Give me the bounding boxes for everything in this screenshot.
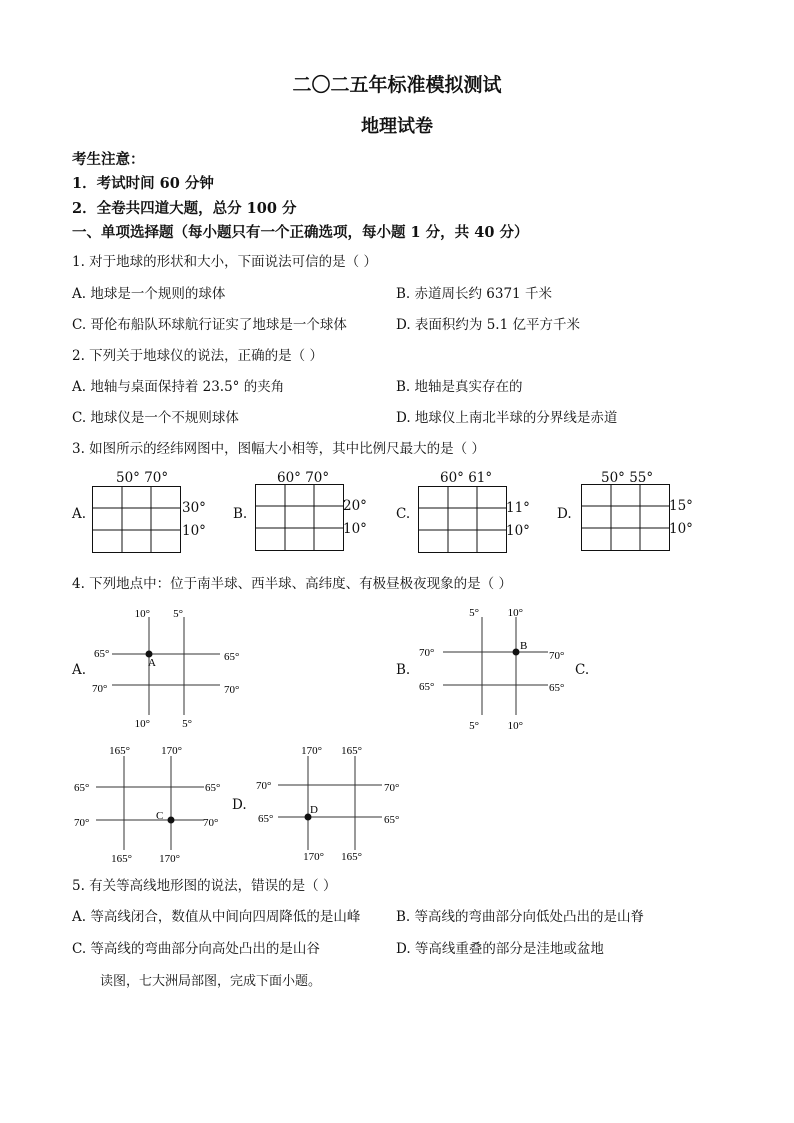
question-2-stem: 2. 下列关于地球仪的说法，正确的是（ ）	[72, 348, 323, 364]
q3-grid-right-top: 30°	[182, 500, 206, 516]
map-a-bottom-1: 10°	[134, 718, 150, 730]
question-5-stem: 5. 有关等高线地形图的说法，错误的是（ ）	[72, 878, 337, 894]
q3-grid-top-label: 60° 61°	[440, 470, 493, 486]
map-b-top-1: 5°	[469, 607, 479, 619]
q3-grid-right-top: 11°	[506, 500, 530, 516]
map-d-right-1: 70°	[384, 782, 400, 794]
map-a-top-2: 5°	[173, 608, 183, 620]
map-b-bottom-2: 10°	[507, 720, 523, 732]
q3-grid-lines	[92, 486, 182, 554]
map-d-left-1: 70°	[256, 780, 272, 792]
map-b-top-2: 10°	[507, 607, 523, 619]
map-c-left-1: 65°	[74, 782, 90, 794]
map-c-right-1: 65°	[205, 782, 221, 794]
map-c-right-2: 70°	[203, 817, 219, 829]
q3-grid-top-label: 50° 55°	[601, 470, 654, 486]
q2-option-c[interactable]: C. 地球仪是一个不规则球体	[72, 410, 239, 426]
q3-grid-right-bottom: 10°	[506, 523, 530, 539]
map-c-bottom-2: 170°	[159, 853, 180, 865]
q1-option-a[interactable]: A. 地球是一个规则的球体	[72, 286, 226, 302]
map-b-right-2: 65°	[549, 682, 565, 694]
q3-grid-a[interactable]	[72, 470, 212, 554]
map-a-right-2: 70°	[224, 684, 240, 696]
q4-map-b[interactable]	[413, 603, 578, 733]
q5-option-b[interactable]: B. 等高线的弯曲部分向低处凸出的是山脊	[396, 909, 645, 925]
map-b-left-1: 70°	[419, 647, 435, 659]
notice-heading: 考生注意：	[72, 151, 145, 168]
map-b-left-2: 65°	[419, 681, 435, 693]
map-a-point-label: A	[148, 657, 156, 669]
notice-item-1: 1．考试时间 60 分钟	[72, 175, 214, 192]
map-d-bottom-2: 165°	[341, 851, 362, 863]
map-c-top-2: 170°	[161, 745, 182, 757]
q3-grid-label: D.	[557, 506, 572, 522]
q4-map-c[interactable]	[72, 740, 232, 868]
section-heading: 一、单项选择题（每小题只有一个正确选项，每小题 1 分，共 40 分）	[72, 224, 529, 241]
map-c-top-1: 165°	[109, 745, 130, 757]
q3-grid-lines	[418, 486, 508, 554]
q4-map-d-label: D.	[232, 797, 247, 813]
q4-map-c-label: C.	[575, 662, 590, 678]
q4-map-a-label: A.	[72, 662, 87, 678]
page-subtitle: 地理试卷	[361, 116, 433, 137]
map-d-top-2: 165°	[341, 745, 362, 757]
q2-option-b[interactable]: B. 地轴是真实存在的	[396, 379, 523, 395]
map-c-point-label: C	[156, 810, 164, 822]
q3-grid-top-label: 60° 70°	[277, 470, 330, 486]
q3-grid-lines	[255, 484, 345, 552]
q1-option-d[interactable]: D. 表面积约为 5.1 亿平方千米	[396, 317, 580, 333]
q3-grid-label: A.	[72, 506, 87, 522]
q3-grid-right-bottom: 10°	[182, 523, 206, 539]
map-d-right-2: 65°	[384, 814, 400, 826]
map-a-right-1: 65°	[224, 651, 240, 663]
map-d-left-2: 65°	[258, 813, 274, 825]
map-a-left-2: 70°	[92, 683, 108, 695]
map-b-right-1: 70°	[549, 650, 565, 662]
question-3-stem: 3. 如图所示的经纬网图中，图幅大小相等，其中比例尺最大的是（ ）	[72, 441, 485, 457]
q3-grid-label: B.	[233, 506, 248, 522]
q3-grid-right-bottom: 10°	[343, 521, 367, 537]
q3-grid-lines	[581, 484, 671, 552]
map-c-bottom-1: 165°	[111, 853, 132, 865]
map-c-left-2: 70°	[74, 817, 90, 829]
map-a-left-1: 65°	[94, 648, 110, 660]
q3-grid-right-top: 20°	[343, 498, 367, 514]
map-a-bottom-2: 5°	[182, 718, 192, 730]
map-d-point-label: D	[310, 804, 318, 816]
page-title: 二〇二五年标准模拟测试	[292, 74, 502, 96]
question-4-stem: 4. 下列地点中：位于南半球、西半球、高纬度、有极昼极夜现象的是（ ）	[72, 576, 512, 592]
q1-option-c[interactable]: C. 哥伦布船队环球航行证实了地球是一个球体	[72, 317, 347, 333]
map-b-point-label: B	[520, 640, 528, 652]
q4-map-a[interactable]	[90, 603, 250, 733]
q1-option-b[interactable]: B. 赤道周长约 6371 千米	[396, 286, 552, 302]
q4-map-d[interactable]	[252, 740, 412, 868]
question-1-stem: 1. 对于地球的形状和大小，下面说法可信的是（ ）	[72, 254, 377, 270]
map-d-top-1: 170°	[301, 745, 322, 757]
q2-option-d[interactable]: D. 地球仪上南北半球的分界线是赤道	[396, 410, 618, 426]
q3-grid-top-label: 50° 70°	[116, 470, 169, 486]
q3-grid-label: C.	[396, 506, 411, 522]
q2-option-a[interactable]: A. 地轴与桌面保持着 23.5° 的夹角	[72, 379, 285, 395]
q5-option-c[interactable]: C. 等高线的弯曲部分向高处凸出的是山谷	[72, 941, 320, 957]
map-d-bottom-1: 170°	[303, 851, 324, 863]
q5-option-a[interactable]: A. 等高线闭合，数值从中间向四周降低的是山峰	[72, 909, 361, 925]
notice-item-2: 2．全卷共四道大题，总分 100 分	[72, 200, 297, 217]
q3-grid-right-top: 15°	[669, 498, 693, 514]
q3-grid-right-bottom: 10°	[669, 521, 693, 537]
q5-option-d[interactable]: D. 等高线重叠的部分是洼地或盆地	[396, 941, 604, 957]
q3-grid-b[interactable]	[233, 470, 373, 554]
map-a-top-1: 10°	[134, 608, 150, 620]
map-b-bottom-1: 5°	[469, 720, 479, 732]
q3-grid-c[interactable]	[396, 470, 536, 554]
q3-grid-d[interactable]	[557, 470, 697, 554]
q4-map-b-label: B.	[396, 662, 411, 678]
reading-prompt: 读图，七大洲局部图，完成下面小题。	[100, 974, 322, 989]
